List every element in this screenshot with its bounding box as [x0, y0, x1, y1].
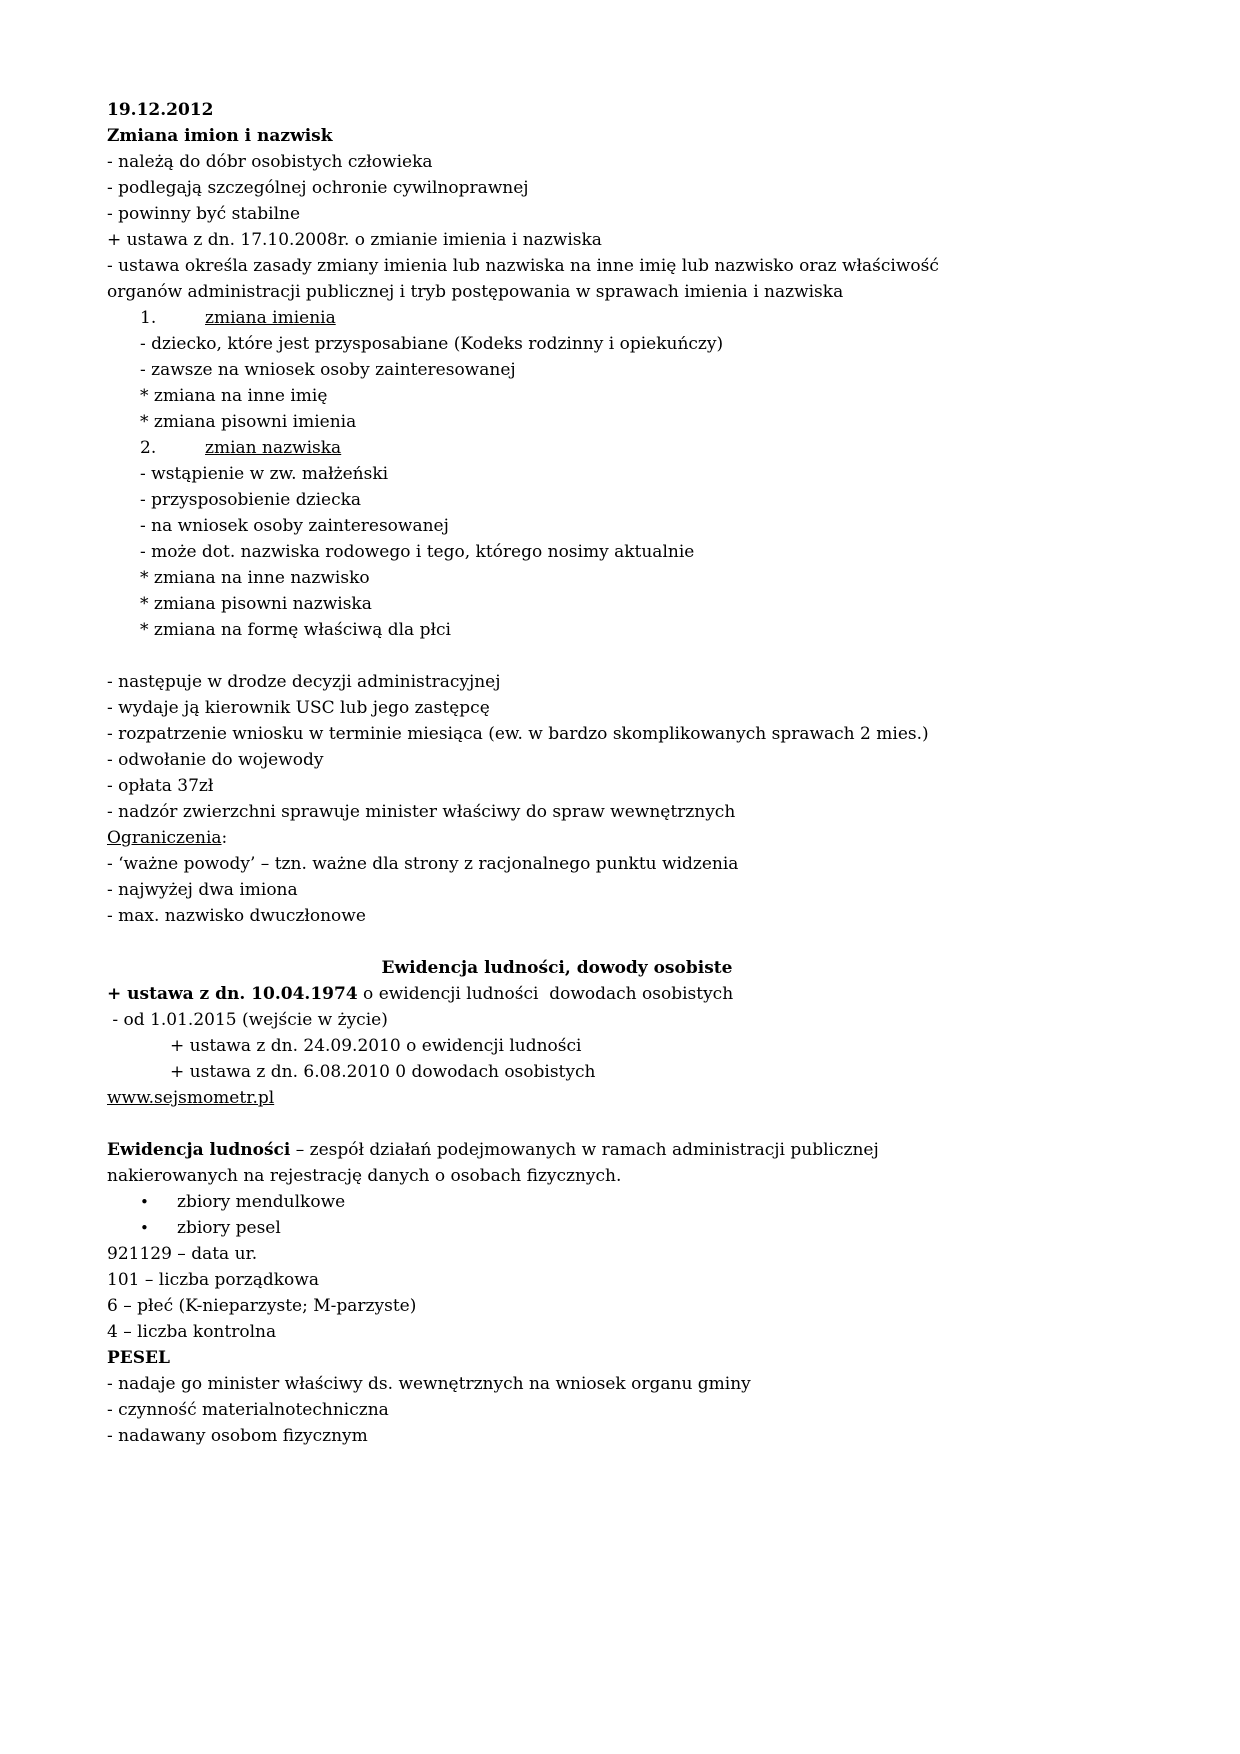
- text-line: [107, 331, 1007, 357]
- text-line: [107, 487, 1007, 513]
- text-segment: Ewidencja ludności: [107, 1140, 291, 1160]
- text-line: [107, 747, 1007, 773]
- text-segment: - podlegają szczególnej ochronie cywilnoprawnej: [107, 178, 529, 198]
- text-segment: * zmiana na formę właściwą dla płci: [140, 620, 451, 640]
- text-line: [107, 357, 1007, 383]
- text-line: [107, 1189, 1007, 1215]
- text-segment: - max. nazwisko dwuczłonowe: [107, 906, 366, 926]
- text-line: [107, 227, 1007, 253]
- text-segment: - ustawa określa zasady zmiany imienia lub nazwiska na inne imię lub nazwisko oraz właściwość organów administracji publicznej i tryb postępowania w sprawach imienia i nazwiska: [107, 256, 945, 302]
- hyperlink[interactable]: www.sejsmometr.pl: [107, 1088, 275, 1108]
- text-line: [107, 409, 1007, 435]
- text-line: [107, 1371, 1007, 1397]
- text-line: [107, 1423, 1007, 1449]
- text-line: [107, 461, 1007, 487]
- text-segment: - zawsze na wniosek osoby zainteresowanej: [140, 360, 516, 380]
- text-segment: - nadzór zwierzchni sprawuje minister właściwy do spraw wewnętrznych: [107, 802, 736, 822]
- date-heading: [107, 97, 1007, 123]
- text-line: [107, 513, 1007, 539]
- text-line: [107, 1397, 1007, 1423]
- text-line: [107, 721, 1007, 747]
- text-line: [107, 591, 1007, 617]
- bullet-icon: •: [140, 1219, 149, 1237]
- text-segment: Zmiana imion i nazwisk: [107, 126, 333, 146]
- text-segment: - następuje w drodze decyzji administracyjnej: [107, 672, 501, 692]
- text-segment: zbiory mendulkowe: [177, 1192, 346, 1212]
- text-segment: - powinny być stabilne: [107, 204, 301, 224]
- text-segment: * zmiana pisowni imienia: [140, 412, 357, 432]
- text-segment: * zmiana pisowni nazwiska: [140, 594, 372, 614]
- text-line: [107, 1215, 1007, 1241]
- text-segment: - rozpatrzenie wniosku w terminie miesiąca (ew. w bardzo skomplikowanych sprawach 2 mies.): [107, 724, 929, 744]
- list-number: 1.: [140, 308, 157, 328]
- text-line: [107, 1319, 1007, 1345]
- text-segment: - najwyżej dwa imiona: [107, 880, 298, 900]
- text-segment: 101 – liczba porządkowa: [107, 1270, 319, 1290]
- text-line: [107, 1137, 1007, 1189]
- text-line: [107, 1267, 1007, 1293]
- subheading: [107, 825, 1007, 851]
- text-segment: zmiana imienia: [205, 308, 336, 328]
- text-segment: + ustawa z dn. 6.08.2010 0 dowodach osobistych: [170, 1062, 596, 1082]
- section-heading: [107, 955, 1007, 981]
- text-line: [107, 669, 1007, 695]
- text-segment: zmian nazwiska: [205, 438, 342, 458]
- text-segment: – zespół działań podejmowanych w ramach administracji publicznej nakierowanych na rejestrację danych o osobach fizycznych.: [107, 1140, 885, 1186]
- text-segment: - przysposobienie dziecka: [140, 490, 362, 510]
- section-title: [107, 123, 1007, 149]
- text-segment: + ustawa z dn. 24.09.2010 o ewidencji ludności: [170, 1036, 582, 1056]
- text-segment: :: [221, 828, 228, 848]
- bullet-icon: •: [140, 1193, 149, 1211]
- text-segment: + ustawa z dn. 17.10.2008r. o zmianie imienia i nazwiska: [107, 230, 602, 250]
- text-line: [107, 981, 1007, 1007]
- website-link-line: [107, 1085, 1007, 1111]
- text-segment: 6 – płeć (K-nieparzyste; M-parzyste): [107, 1296, 417, 1316]
- text-line: [107, 1007, 1007, 1033]
- text-segment: * zmiana na inne imię: [140, 386, 328, 406]
- subheading: [107, 1345, 1007, 1371]
- text-segment: - czynność materialnotechniczna: [107, 1400, 389, 1420]
- text-segment: - wstąpienie w zw. małżeński: [140, 464, 389, 484]
- list-number: 2.: [140, 438, 157, 458]
- text-line: [107, 253, 1007, 305]
- text-line: [107, 539, 1007, 565]
- text-segment: * zmiana na inne nazwisko: [140, 568, 370, 588]
- blank-line: [107, 1111, 1007, 1137]
- text-segment: - nadawany osobom fizycznym: [107, 1426, 368, 1446]
- text-segment: 921129 – data ur.: [107, 1244, 258, 1264]
- text-line: [107, 617, 1007, 643]
- text-line: [107, 565, 1007, 591]
- text-segment: - na wniosek osoby zainteresowanej: [140, 516, 449, 536]
- text-segment: + ustawa z dn. 10.04.1974: [107, 984, 358, 1004]
- text-line: [107, 773, 1007, 799]
- text-segment: 4 – liczba kontrolna: [107, 1322, 277, 1342]
- text-line: [107, 201, 1007, 227]
- text-segment: zbiory pesel: [177, 1218, 281, 1238]
- text-line: [107, 1293, 1007, 1319]
- text-line: [107, 175, 1007, 201]
- text-segment: - ‘ważne powody’ – tzn. ważne dla strony z racjonalnego punktu widzenia: [107, 854, 739, 874]
- text-line: [107, 695, 1007, 721]
- text-segment: - należą do dóbr osobistych człowieka: [107, 152, 433, 172]
- text-segment: - dziecko, które jest przysposabiane (Kodeks rodzinny i opiekuńczy): [140, 334, 724, 354]
- text-line: [107, 149, 1007, 175]
- text-segment: 19.12.2012: [107, 100, 214, 120]
- blank-line: [107, 929, 1007, 955]
- text-segment: - może dot. nazwiska rodowego i tego, którego nosimy aktualnie: [140, 542, 695, 562]
- blank-line: [107, 643, 1007, 669]
- text-line: [107, 903, 1007, 929]
- document-content: [107, 97, 1007, 1449]
- text-line: [107, 1241, 1007, 1267]
- text-segment: - opłata 37zł: [107, 776, 214, 796]
- text-line: [107, 1033, 1007, 1059]
- text-line: [107, 1059, 1007, 1085]
- text-line: [107, 851, 1007, 877]
- text-segment: - odwołanie do wojewody: [107, 750, 324, 770]
- text-line: [107, 877, 1007, 903]
- text-segment: - nadaje go minister właściwy ds. wewnętrznych na wniosek organu gminy: [107, 1374, 751, 1394]
- numbered-item: [107, 305, 1007, 331]
- numbered-item: [107, 435, 1007, 461]
- text-segment: - wydaje ją kierownik USC lub jego zastępcę: [107, 698, 490, 718]
- text-segment: PESEL: [107, 1348, 170, 1368]
- text-segment: Ograniczenia: [107, 828, 222, 848]
- text-segment: - od 1.01.2015 (wejście w życie): [107, 1010, 388, 1030]
- text-segment: o ewidencji ludności dowodach osobistych: [357, 984, 734, 1004]
- text-line: [107, 383, 1007, 409]
- text-segment: Ewidencja ludności, dowody osobiste: [381, 958, 733, 978]
- text-line: [107, 799, 1007, 825]
